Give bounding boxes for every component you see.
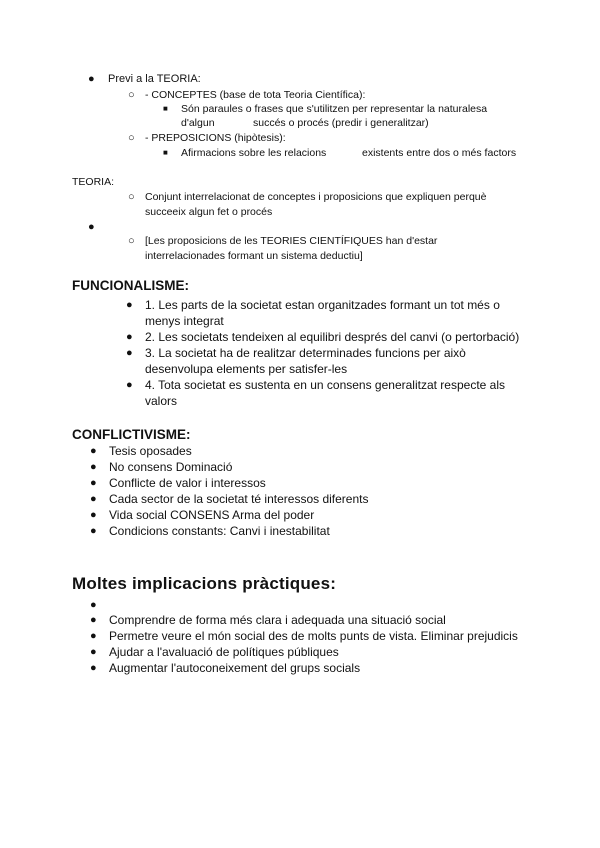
- teoria-definition: Conjunt interrelacionat de conceptes i proposicions que expliquen perquè: [145, 191, 487, 203]
- funcionalisme-item-3: 3. La societat ha de realitzar determinades funcions per això: [145, 346, 466, 360]
- circle-bullet-icon: ○: [128, 191, 135, 203]
- conflictivisme-item: No consens Dominació: [109, 460, 233, 474]
- bullet-icon: ●: [90, 614, 97, 626]
- bullet-icon: ●: [90, 599, 97, 611]
- teoria-note: [Les proposicions de les TEORIES CIENTÍFIQUES han d'estar: [145, 235, 438, 247]
- conflictivisme-heading: CONFLICTIVISME:: [72, 427, 191, 442]
- conceptes-definition-cont-b: succés o procés (predir i generalitzar): [253, 117, 429, 129]
- circle-bullet-icon: ○: [128, 132, 135, 144]
- circle-bullet-icon: ○: [128, 89, 135, 101]
- funcionalisme-item-4-cont: valors: [145, 394, 178, 408]
- implicacions-item: Comprendre de forma més clara i adequada una situació social: [109, 613, 446, 627]
- conflictivisme-item: Tesis oposades: [109, 444, 192, 458]
- implicacions-item: Ajudar a l'avaluació de polítiques públiques: [109, 645, 339, 659]
- preposicions-definition-b: existents entre dos o més factors: [362, 147, 517, 159]
- teoria-definition-cont: succeeix algun fet o procés: [145, 206, 273, 218]
- implicacions-heading: Moltes implicacions pràctiques:: [72, 574, 337, 593]
- conflictivisme-item: Conflicte de valor i interessos: [109, 476, 266, 490]
- square-bullet-icon: ■: [163, 148, 168, 157]
- bullet-icon: ●: [126, 379, 133, 391]
- conflictivisme-item: Cada sector de la societat té interessos diferents: [109, 492, 369, 506]
- bullet-icon: ●: [90, 630, 97, 642]
- teoria-note-cont: interrelacionades formant un sistema deductiu]: [145, 250, 363, 262]
- preposicions-line: - PREPOSICIONS (hipòtesis):: [145, 132, 286, 144]
- bullet-icon: ●: [90, 646, 97, 658]
- funcionalisme-item-3-cont: desenvolupa elements per satisfer-les: [145, 362, 348, 376]
- bullet-icon: ●: [126, 331, 133, 343]
- bullet-icon: ●: [90, 509, 97, 521]
- implicacions-item: Augmentar l'autoconeixement del grups socials: [109, 661, 361, 675]
- preposicions-definition: Afirmacions sobre les relacions: [181, 147, 327, 159]
- bullet-icon: ●: [90, 477, 97, 489]
- circle-bullet-icon: ○: [128, 235, 135, 247]
- bullet-icon: ●: [126, 299, 133, 311]
- bullet-icon: ●: [90, 662, 97, 674]
- bullet-icon: ●: [88, 73, 95, 85]
- conceptes-definition-cont: d'algun: [181, 117, 215, 129]
- funcionalisme-heading: FUNCIONALISME:: [72, 278, 189, 293]
- square-bullet-icon: ■: [163, 104, 168, 113]
- bullet-icon: ●: [90, 445, 97, 457]
- bullet-icon: ●: [90, 461, 97, 473]
- bullet-icon: ●: [126, 347, 133, 359]
- conceptes-definition: Són paraules o frases que s'utilitzen per representar la naturalesa: [181, 103, 488, 115]
- funcionalisme-item-1-cont: menys integrat: [145, 314, 224, 328]
- bullet-icon: ●: [90, 493, 97, 505]
- implicacions-item: Permetre veure el món social des de molts punts de vista. Eliminar prejudicis: [109, 629, 518, 643]
- bullet-icon: ●: [90, 525, 97, 537]
- teoria-label: TEORIA:: [72, 176, 115, 188]
- conflictivisme-item: Condicions constants: Canvi i inestabilitat: [109, 524, 330, 538]
- conflictivisme-item: Vida social CONSENS Arma del poder: [109, 508, 315, 522]
- funcionalisme-item-4: 4. Tota societat es sustenta en un consens generalitzat respecte als: [145, 378, 505, 392]
- conceptes-line: - CONCEPTES (base de tota Teoria Científica):: [145, 89, 366, 101]
- previ-title: Previ a la TEORIA:: [108, 73, 201, 85]
- funcionalisme-item-1: 1. Les parts de la societat estan organitzades formant un tot més o: [145, 298, 500, 312]
- bullet-icon: ●: [88, 221, 95, 233]
- funcionalisme-item-2: 2. Les societats tendeixen al equilibri després del canvi (o pertorbació): [145, 330, 520, 344]
